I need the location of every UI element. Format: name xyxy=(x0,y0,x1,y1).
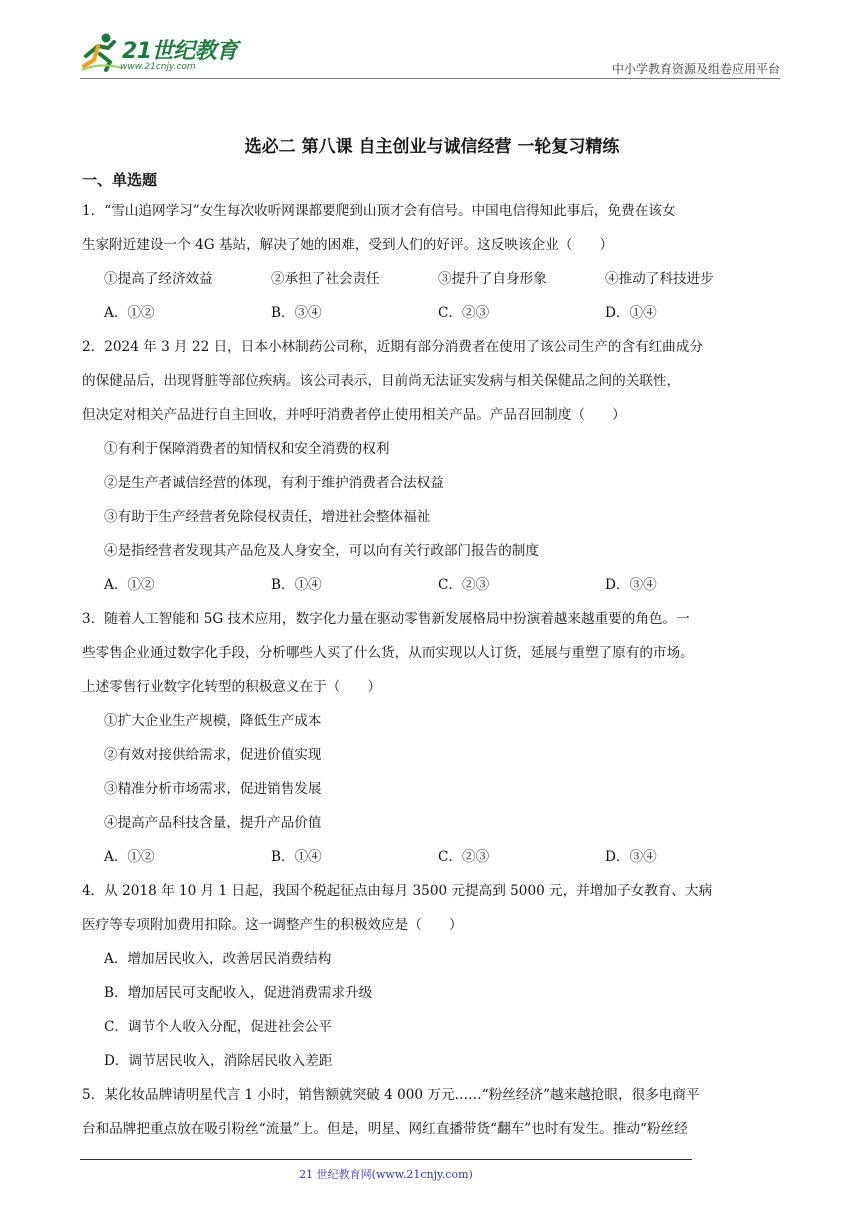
answer-choices xyxy=(82,296,782,330)
answer-choice-b[interactable]: B．①④ xyxy=(271,849,322,865)
answer-choice-b[interactable]: B．增加居民可支配收入，促进消费需求升级 xyxy=(104,985,373,1001)
question-text: 但决定对相关产品进行自主回收，并呼吁消费者停止使用相关产品。产品召回制度（ ） xyxy=(82,407,626,423)
answer-choice-c[interactable]: C．②③ xyxy=(438,849,490,865)
question-text: 医疗等专项附加费用扣除。这一调整产生的积极效应是（ ） xyxy=(82,917,463,933)
statement-option: ②是生产者诚信经营的体现，有利于维护消费者合法权益 xyxy=(104,475,444,491)
answer-choice-b[interactable]: B．①④ xyxy=(271,577,322,593)
question-text: 5．某化妆品牌请明星代言 1 小时，销售额就突破 4 000 万元……“粉丝经济”越来越抢眼，很多电商平 xyxy=(82,1087,700,1103)
statement-option: ④是指经营者发现其产品危及人身安全，可以向有关行政部门报告的制度 xyxy=(104,543,539,559)
answer-choice-c[interactable]: C．②③ xyxy=(438,305,490,321)
question-text: 台和品牌把重点放在吸引粉丝“流量”上。但是，明星、网红直播带货“翻车”也时有发生。推动“粉丝经 xyxy=(82,1121,688,1137)
logo-text: 21世纪教育 xyxy=(122,39,238,64)
statement-option: ①有利于保障消费者的知情权和安全消费的权利 xyxy=(104,441,390,457)
page-header xyxy=(80,28,780,80)
document-body xyxy=(82,124,782,1146)
statement-option: ②承担了社会责任 xyxy=(271,271,380,287)
question-4 xyxy=(82,874,782,1078)
question-text: 1．“雪山追网学习”女生每次收听网课都要爬到山顶才会有信号。中国电信得知此事后，免费在该女 xyxy=(82,203,676,219)
answer-choice-b[interactable]: B．③④ xyxy=(271,305,322,321)
answer-choice-c[interactable]: C．调节个人收入分配，促进社会公平 xyxy=(104,1019,332,1035)
statement-option: ④提高产品科技含量，提升产品价值 xyxy=(104,815,322,831)
statement-option: ②有效对接供给需求，促进价值实现 xyxy=(104,747,322,763)
statement-option: ③提升了自身形象 xyxy=(438,271,547,287)
question-5 xyxy=(82,1078,782,1146)
question-text: 4．从 2018 年 10 月 1 日起，我国个税起征点由每月 3500 元提高到 5000 元，并增加子女教育、大病 xyxy=(82,883,713,899)
answer-choice-c[interactable]: C．②③ xyxy=(438,577,490,593)
footer-divider xyxy=(80,1159,692,1160)
statement-options xyxy=(82,262,782,296)
question-3 xyxy=(82,602,782,874)
answer-choice-a[interactable]: A．①② xyxy=(104,849,155,865)
statement-option: ③精准分析市场需求，促进销售发展 xyxy=(104,781,322,797)
answer-choices xyxy=(82,568,782,602)
footer-link[interactable]: 21 世纪教育网(www.21cnjy.com) xyxy=(299,1168,473,1181)
statement-option: ①提高了经济效益 xyxy=(104,271,213,287)
question-text: 生家附近建设一个 4G 基站，解决了她的困难，受到人们的好评。这反映该企业（ ） xyxy=(82,237,614,253)
page-title: 选必二 第八课 自主创业与诚信经营 一轮复习精练 xyxy=(244,137,620,157)
answer-choice-d[interactable]: D．③④ xyxy=(605,577,657,593)
question-text: 3．随着人工智能和 5G 技术应用，数字化力量在驱动零售新发展格局中扮演着越来越重要的角色。一 xyxy=(82,611,690,627)
answer-choice-a[interactable]: A．①② xyxy=(104,577,155,593)
statement-option: ③有助于生产经营者免除侵权责任，增进社会整体福祉 xyxy=(104,509,431,525)
question-1 xyxy=(82,194,782,330)
answer-choice-a[interactable]: A．增加居民收入，改善居民消费结构 xyxy=(104,951,332,967)
question-text: 上述零售行业数字化转型的积极意义在于（ ） xyxy=(82,679,382,695)
statement-option: ④推动了科技进步 xyxy=(605,271,714,287)
header-divider xyxy=(80,78,780,79)
answer-choice-d[interactable]: D．③④ xyxy=(605,849,657,865)
section-heading: 一、单选题 xyxy=(82,171,158,189)
question-text: 2．2024 年 3 月 22 日，日本小林制药公司称，近期有部分消费者在使用了该公司生产的含有红曲成分 xyxy=(82,339,703,355)
answer-choice-d[interactable]: D．①④ xyxy=(605,305,657,321)
question-text: 些零售企业通过数字化手段，分析哪些人买了什么货，从而实现以人订货，延展与重塑了原有的市场。 xyxy=(82,645,694,661)
answer-choice-a[interactable]: A．①② xyxy=(104,305,155,321)
question-text: 的保健品后，出现肾脏等部位疾病。该公司表示，目前尚无法证实发病与相关保健品之间的关联性， xyxy=(82,373,681,389)
answer-choices xyxy=(82,840,782,874)
runner-logo-icon xyxy=(80,32,124,72)
statement-option: ①扩大企业生产规模，降低生产成本 xyxy=(104,713,322,729)
header-tagline: 中小学教育资源及组卷应用平台 xyxy=(611,62,780,76)
site-logo[interactable] xyxy=(80,32,240,76)
question-2 xyxy=(82,330,782,602)
logo-url: www.21cnjy.com xyxy=(120,62,196,72)
answer-choice-d[interactable]: D．调节居民收入，消除居民收入差距 xyxy=(104,1053,333,1069)
